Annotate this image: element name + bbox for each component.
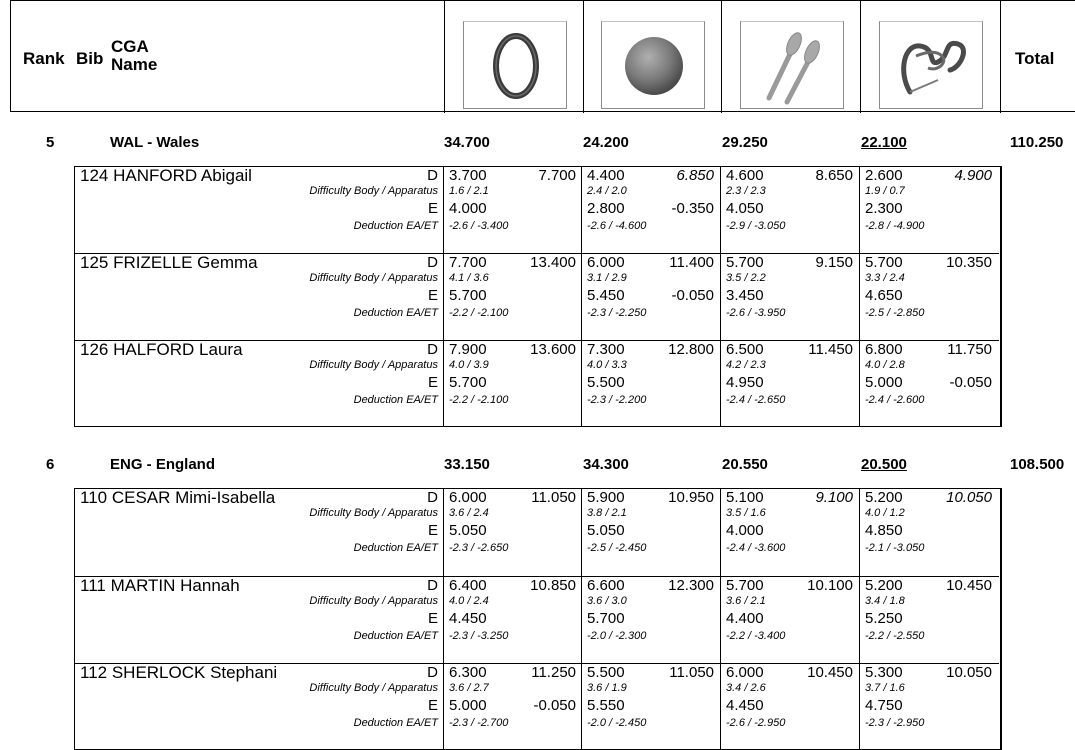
ball-icon <box>601 21 705 109</box>
team-name: WAL - Wales <box>110 134 200 151</box>
apparatus-total: 6.850 <box>676 167 714 184</box>
d-score: 4.400 <box>587 167 625 184</box>
deduction-value: -2.6 / -3.950 <box>726 307 786 319</box>
d-label: D <box>427 341 438 358</box>
apparatus-total: 10.850 <box>530 577 576 594</box>
deduction-label: Deduction EA/ET <box>353 394 438 406</box>
difficulty-value: 3.6 / 2.4 <box>449 507 489 519</box>
apparatus-total: 11.050 <box>531 489 576 506</box>
difficulty-value: 4.0 / 2.8 <box>865 359 905 371</box>
column-divider <box>1000 1 1001 113</box>
athlete-bib-name: 111 MARTIN Hannah <box>80 576 240 595</box>
apparatus-total: 11.400 <box>669 254 714 271</box>
deduction-value: -2.5 / -2.450 <box>587 542 647 554</box>
d-score: 6.000 <box>726 664 764 681</box>
deduction-value: -2.1 / -3.050 <box>865 542 925 554</box>
team-name: ENG - England <box>110 456 215 473</box>
difficulty-value: 1.9 / 0.7 <box>865 185 905 197</box>
difficulty-value: 4.0 / 3.3 <box>587 359 627 371</box>
score-cell-hoop <box>443 663 581 747</box>
d-score: 5.700 <box>865 254 903 271</box>
team-score-ribbon: 22.100 <box>861 134 907 151</box>
cga-header: CGA <box>111 37 149 56</box>
d-score: 5.300 <box>865 664 903 681</box>
athlete-bib-name: 125 FRIZELLE Gemma <box>80 253 258 272</box>
difficulty-value: 3.4 / 2.6 <box>726 682 766 694</box>
apparatus-total: 10.100 <box>807 577 853 594</box>
e-score: 4.450 <box>726 697 764 714</box>
score-cell-clubs <box>720 166 858 249</box>
d-score: 7.900 <box>449 341 487 358</box>
difficulty-value: 2.3 / 2.3 <box>726 185 766 197</box>
e-score: 4.400 <box>726 610 764 627</box>
apparatus-total: 12.800 <box>668 341 714 358</box>
difficulty-label: Difficulty Body / Apparatus <box>309 272 438 284</box>
score-cell-hoop <box>443 253 581 336</box>
hoop-icon <box>463 21 567 109</box>
athlete-row <box>74 340 1002 426</box>
apparatus-total: 13.400 <box>530 254 576 271</box>
e-label: E <box>427 287 438 304</box>
e-label: E <box>427 522 438 539</box>
deduction-label: Deduction EA/ET <box>353 542 438 554</box>
difficulty-value: 3.8 / 2.1 <box>587 507 627 519</box>
e-score: 4.050 <box>726 200 764 217</box>
deduction-value: -2.2 / -2.550 <box>865 630 925 642</box>
team-row <box>0 134 1075 156</box>
column-divider <box>444 1 445 113</box>
penalty: -0.050 <box>671 287 714 304</box>
total-header: Total <box>1015 49 1055 68</box>
d-score: 6.000 <box>449 489 487 506</box>
difficulty-label: Difficulty Body / Apparatus <box>309 185 438 197</box>
e-score: 4.000 <box>449 200 487 217</box>
score-cell-ribbon <box>859 576 997 659</box>
difficulty-value: 4.0 / 2.4 <box>449 595 489 607</box>
team-score-ball: 24.200 <box>583 134 629 151</box>
d-score: 6.300 <box>449 664 487 681</box>
deduction-value: -2.5 / -2.850 <box>865 307 925 319</box>
deduction-value: -2.4 / -2.600 <box>865 394 925 406</box>
score-cell-ball <box>581 663 719 747</box>
d-score: 6.400 <box>449 577 487 594</box>
score-cell-ribbon <box>859 340 997 423</box>
team-score-hoop: 34.700 <box>444 134 490 151</box>
e-score: 4.750 <box>865 697 903 714</box>
e-score: 2.300 <box>865 200 903 217</box>
difficulty-value: 3.6 / 2.1 <box>726 595 766 607</box>
score-cell-ribbon <box>859 663 997 747</box>
e-score: 5.700 <box>587 610 625 627</box>
difficulty-value: 3.6 / 3.0 <box>587 595 627 607</box>
score-cell-clubs <box>720 488 858 571</box>
d-score: 5.700 <box>726 577 764 594</box>
e-label: E <box>427 200 438 217</box>
e-score: 4.950 <box>726 374 764 391</box>
score-cell-ribbon <box>859 166 997 249</box>
deduction-label: Deduction EA/ET <box>353 630 438 642</box>
deduction-value: -2.3 / -2.250 <box>587 307 647 319</box>
deduction-value: -2.3 / -2.700 <box>449 717 509 729</box>
penalty: -0.050 <box>949 374 992 391</box>
penalty: -0.050 <box>533 697 576 714</box>
difficulty-value: 4.1 / 3.6 <box>449 272 489 284</box>
d-score: 6.800 <box>865 341 903 358</box>
d-score: 5.200 <box>865 489 903 506</box>
d-score: 7.700 <box>449 254 487 271</box>
difficulty-value: 4.0 / 1.2 <box>865 507 905 519</box>
athlete-row <box>74 576 1002 662</box>
apparatus-total: 10.950 <box>668 489 714 506</box>
results-header <box>10 0 1075 112</box>
deduction-value: -2.0 / -2.450 <box>587 717 647 729</box>
e-score: 5.700 <box>449 374 487 391</box>
score-cell-hoop <box>443 340 581 423</box>
score-cell-ball <box>581 340 719 423</box>
deduction-value: -2.2 / -2.100 <box>449 394 509 406</box>
apparatus-total: 11.450 <box>808 341 853 358</box>
difficulty-label: Difficulty Body / Apparatus <box>309 507 438 519</box>
deduction-label: Deduction EA/ET <box>353 307 438 319</box>
athlete-row <box>74 166 1002 252</box>
deduction-value: -2.6 / -2.950 <box>726 717 786 729</box>
difficulty-value: 3.5 / 1.6 <box>726 507 766 519</box>
d-score: 5.200 <box>865 577 903 594</box>
deduction-label: Deduction EA/ET <box>353 220 438 232</box>
difficulty-value: 3.4 / 1.8 <box>865 595 905 607</box>
column-divider <box>583 1 584 113</box>
athlete-row <box>74 663 1002 747</box>
difficulty-value: 3.5 / 2.2 <box>726 272 766 284</box>
e-label: E <box>427 374 438 391</box>
e-score: 3.450 <box>726 287 764 304</box>
e-score: 5.000 <box>449 697 487 714</box>
deduction-value: -2.2 / -3.400 <box>726 630 786 642</box>
apparatus-total: 8.650 <box>815 167 853 184</box>
e-score: 2.800 <box>587 200 625 217</box>
deduction-value: -2.6 / -3.400 <box>449 220 509 232</box>
difficulty-value: 3.3 / 2.4 <box>865 272 905 284</box>
e-score: 5.250 <box>865 610 903 627</box>
e-score: 4.450 <box>449 610 487 627</box>
team-score-hoop: 33.150 <box>444 456 490 473</box>
score-cell-hoop <box>443 488 581 571</box>
apparatus-total: 12.300 <box>668 577 714 594</box>
d-label: D <box>427 577 438 594</box>
column-divider <box>860 1 861 113</box>
athlete-bib-name: 110 CESAR Mimi-Isabella <box>80 488 276 507</box>
apparatus-total: 10.050 <box>946 489 992 506</box>
difficulty-value: 3.6 / 2.7 <box>449 682 489 694</box>
apparatus-total: 11.750 <box>947 341 992 358</box>
score-cell-clubs <box>720 253 858 336</box>
score-cell-ball <box>581 253 719 336</box>
team-row <box>0 456 1075 478</box>
apparatus-total: 10.450 <box>807 664 853 681</box>
team-score-clubs: 29.250 <box>722 134 768 151</box>
column-divider <box>721 1 722 113</box>
cga-name-header <box>111 38 157 74</box>
d-score: 6.000 <box>587 254 625 271</box>
deduction-value: -2.3 / -2.200 <box>587 394 647 406</box>
score-cell-ball <box>581 166 719 249</box>
score-cell-ball <box>581 576 719 659</box>
e-label: E <box>427 610 438 627</box>
apparatus-total: 9.100 <box>815 489 853 506</box>
team-total: 108.500 <box>1010 456 1065 473</box>
deduction-label: Deduction EA/ET <box>353 717 438 729</box>
d-score: 2.600 <box>865 167 903 184</box>
apparatus-total: 10.450 <box>946 577 992 594</box>
clubs-icon <box>740 21 844 109</box>
d-score: 5.100 <box>726 489 764 506</box>
deduction-value: -2.6 / -4.600 <box>587 220 647 232</box>
deduction-value: -2.0 / -2.300 <box>587 630 647 642</box>
score-cell-ball <box>581 488 719 571</box>
name-header: Name <box>111 55 158 74</box>
d-label: D <box>427 489 438 506</box>
d-score: 6.600 <box>587 577 625 594</box>
d-score: 3.700 <box>449 167 487 184</box>
difficulty-value: 1.6 / 2.1 <box>449 185 489 197</box>
bib-header: Bib <box>76 49 104 68</box>
e-score: 4.650 <box>865 287 903 304</box>
e-score: 5.000 <box>865 374 903 391</box>
e-score: 5.550 <box>587 697 625 714</box>
ribbon-icon <box>879 21 983 109</box>
deduction-value: -2.3 / -2.650 <box>449 542 509 554</box>
d-score: 5.700 <box>726 254 764 271</box>
apparatus-total: 10.050 <box>946 664 992 681</box>
e-score: 5.700 <box>449 287 487 304</box>
d-label: D <box>427 167 438 184</box>
athlete-row <box>74 488 1002 574</box>
d-score: 5.900 <box>587 489 625 506</box>
team-total: 110.250 <box>1010 134 1064 151</box>
team-score-ball: 34.300 <box>583 456 629 473</box>
score-cell-clubs <box>720 340 858 423</box>
athlete-bib-name: 112 SHERLOCK Stephani <box>80 663 278 682</box>
score-cell-hoop <box>443 576 581 659</box>
e-label: E <box>427 697 438 714</box>
d-score: 4.600 <box>726 167 764 184</box>
difficulty-value: 4.2 / 2.3 <box>726 359 766 371</box>
e-score: 5.450 <box>587 287 625 304</box>
d-score: 5.500 <box>587 664 625 681</box>
e-score: 5.050 <box>449 522 487 539</box>
difficulty-value: 3.1 / 2.9 <box>587 272 627 284</box>
difficulty-value: 2.4 / 2.0 <box>587 185 627 197</box>
score-cell-clubs <box>720 663 858 747</box>
deduction-value: -2.3 / -3.250 <box>449 630 509 642</box>
deduction-value: -2.4 / -2.650 <box>726 394 786 406</box>
d-label: D <box>427 254 438 271</box>
score-cell-ribbon <box>859 488 997 571</box>
team-rank: 6 <box>46 456 55 473</box>
apparatus-total: 9.150 <box>815 254 853 271</box>
d-label: D <box>427 664 438 681</box>
difficulty-value: 3.7 / 1.6 <box>865 682 905 694</box>
d-score: 6.500 <box>726 341 764 358</box>
team-rank: 5 <box>46 134 55 151</box>
score-cell-ribbon <box>859 253 997 336</box>
deduction-value: -2.2 / -2.100 <box>449 307 509 319</box>
d-score: 7.300 <box>587 341 625 358</box>
difficulty-value: 3.6 / 1.9 <box>587 682 627 694</box>
deduction-value: -2.8 / -4.900 <box>865 220 925 232</box>
difficulty-value: 4.0 / 3.9 <box>449 359 489 371</box>
apparatus-total: 13.600 <box>530 341 576 358</box>
deduction-value: -2.9 / -3.050 <box>726 220 786 232</box>
score-cell-hoop <box>443 166 581 249</box>
difficulty-label: Difficulty Body / Apparatus <box>309 595 438 607</box>
score-cell-clubs <box>720 576 858 659</box>
deduction-value: -2.4 / -3.600 <box>726 542 786 554</box>
e-score: 5.500 <box>587 374 625 391</box>
team-score-clubs: 20.550 <box>722 456 768 473</box>
athlete-bib-name: 124 HANFORD Abigail <box>80 166 252 185</box>
apparatus-total: 7.700 <box>538 167 576 184</box>
athlete-row <box>74 253 1002 339</box>
apparatus-total: 10.350 <box>946 254 992 271</box>
e-score: 5.050 <box>587 522 625 539</box>
apparatus-total: 11.250 <box>531 664 576 681</box>
deduction-value: -2.3 / -2.950 <box>865 717 925 729</box>
e-score: 4.000 <box>726 522 764 539</box>
rank-header: Rank <box>23 49 65 68</box>
athlete-bib-name: 126 HALFORD Laura <box>80 340 243 359</box>
apparatus-total: 4.900 <box>954 167 992 184</box>
difficulty-label: Difficulty Body / Apparatus <box>309 682 438 694</box>
difficulty-label: Difficulty Body / Apparatus <box>309 359 438 371</box>
e-score: 4.850 <box>865 522 903 539</box>
team-score-ribbon: 20.500 <box>861 456 907 473</box>
apparatus-total: 11.050 <box>669 664 714 681</box>
penalty: -0.350 <box>671 200 714 217</box>
